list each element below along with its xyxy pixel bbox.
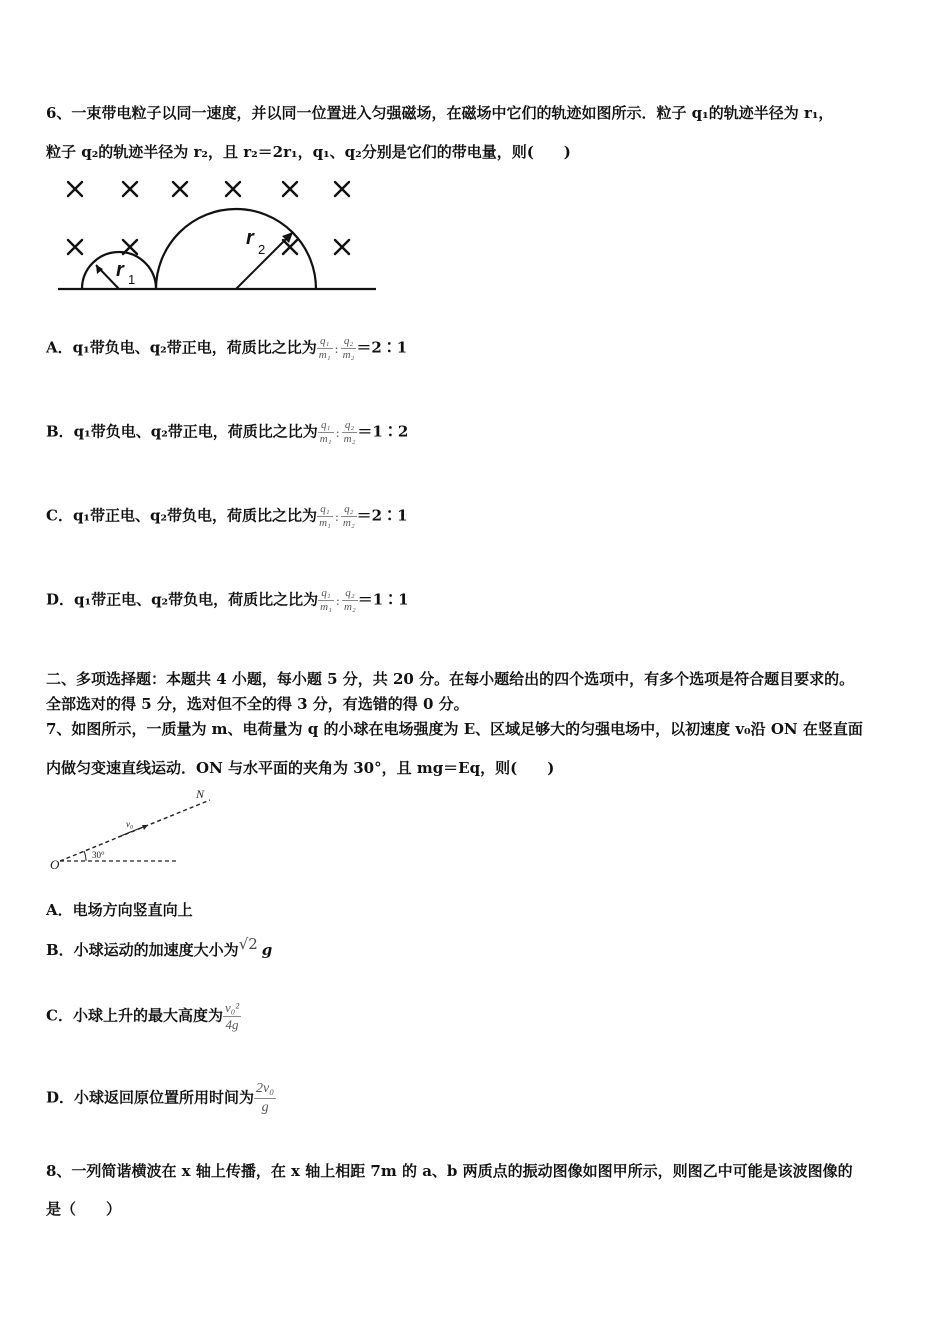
field-cross-marks xyxy=(68,182,349,254)
label-O: O xyxy=(50,857,60,872)
q7-option-a: A．电场方向竖直向上 xyxy=(46,901,193,919)
angle-arc xyxy=(84,851,86,861)
q6-option-d: D．q₁带正电、q₂带负电，荷质比之比为 $\frac{\text{q₁}}{\text{m₁}}$ : $\frac{\text{q₂}}{\text{m₂}}$ ＝1∶1 xyxy=(46,587,409,613)
q6-option-a: A．q₁带负电、q₂带正电，荷质比之比为 $\frac{\text{q₁}}{\text{m₁}}$ : $\frac{\text{q₂}}{\text{m₂}}$ ＝2∶1 xyxy=(46,335,408,361)
q7-line2: 内做匀变速直线运动．ON 与水平面的夹角为 30°，且 mg＝Eq，则( ) xyxy=(46,759,555,777)
label-r2: r xyxy=(246,227,254,249)
q6-line2: 粒子 q₂的轨迹半径为 r₂，且 r₂＝2r₁，q₁、q₂分别是它们的带电量，则( ) xyxy=(46,143,571,161)
label-r2-sub: 2 xyxy=(258,242,266,257)
section2-line1: 二、多项选择题：本题共 4 小题，每小题 5 分，共 20 分。在每小题给出的四个选项中，有多个选项是符合题目要求的。 xyxy=(46,670,855,688)
q7-option-c: C．小球上升的最大高度为 $\frac{\text{v₀²}}{4g}$ xyxy=(46,1000,240,1032)
q7-option-d: D．小球返回原位置所用时间为 $\frac{\text{2v₀}}{g}$ xyxy=(46,1081,275,1115)
radius-r2-arrow xyxy=(236,232,293,289)
magnetic-field-trajectory-figure xyxy=(50,172,385,297)
q8-line2: 是（ ） xyxy=(46,1200,122,1218)
q8-line1: 8、一列简谐横波在 x 轴上传播，在 x 轴上相距 7m 的 a、b 两质点的振动图像如图甲所示，则图乙中可能是该波图像的 xyxy=(46,1162,853,1180)
label-v0: v₀ xyxy=(126,819,134,829)
q7-option-b: B．小球运动的加速度大小为√2 g xyxy=(46,935,273,959)
label-r1: r xyxy=(116,259,124,281)
q6-line1: 6、一束带电粒子以同一速度，并以同一位置进入匀强磁场，在磁场中它们的轨迹如图所示．粒子 q₁的轨迹半径为 r₁， xyxy=(46,104,834,122)
section2-line2: 全部选对的得 5 分，选对但不全的得 3 分，有选错的得 0 分。 xyxy=(46,695,469,713)
inclined-motion-figure xyxy=(48,785,218,875)
label-r1-sub: 1 xyxy=(128,272,136,287)
label-N: N xyxy=(196,787,205,801)
label-angle: 30° xyxy=(92,850,105,860)
q6-option-b: B．q₁带负电、q₂带正电，荷质比之比为 $\frac{\text{q₁}}{\text{m₁}}$ : $\frac{\text{q₂}}{\text{m₂}}$ ＝1∶2 xyxy=(46,419,409,445)
q7-line1: 7、如图所示，一质量为 m、电荷量为 q 的小球在电场强度为 E、区域足够大的匀强电场中，以初速度 v₀沿 ON 在竖直面 xyxy=(46,720,863,738)
q6-option-c: C．q₁带正电、q₂带负电，荷质比之比为 $\frac{\text{q₁}}{\text{m₁}}$ : $\frac{\text{q₂}}{\text{m₂}}$ ＝2∶1 xyxy=(46,503,408,529)
